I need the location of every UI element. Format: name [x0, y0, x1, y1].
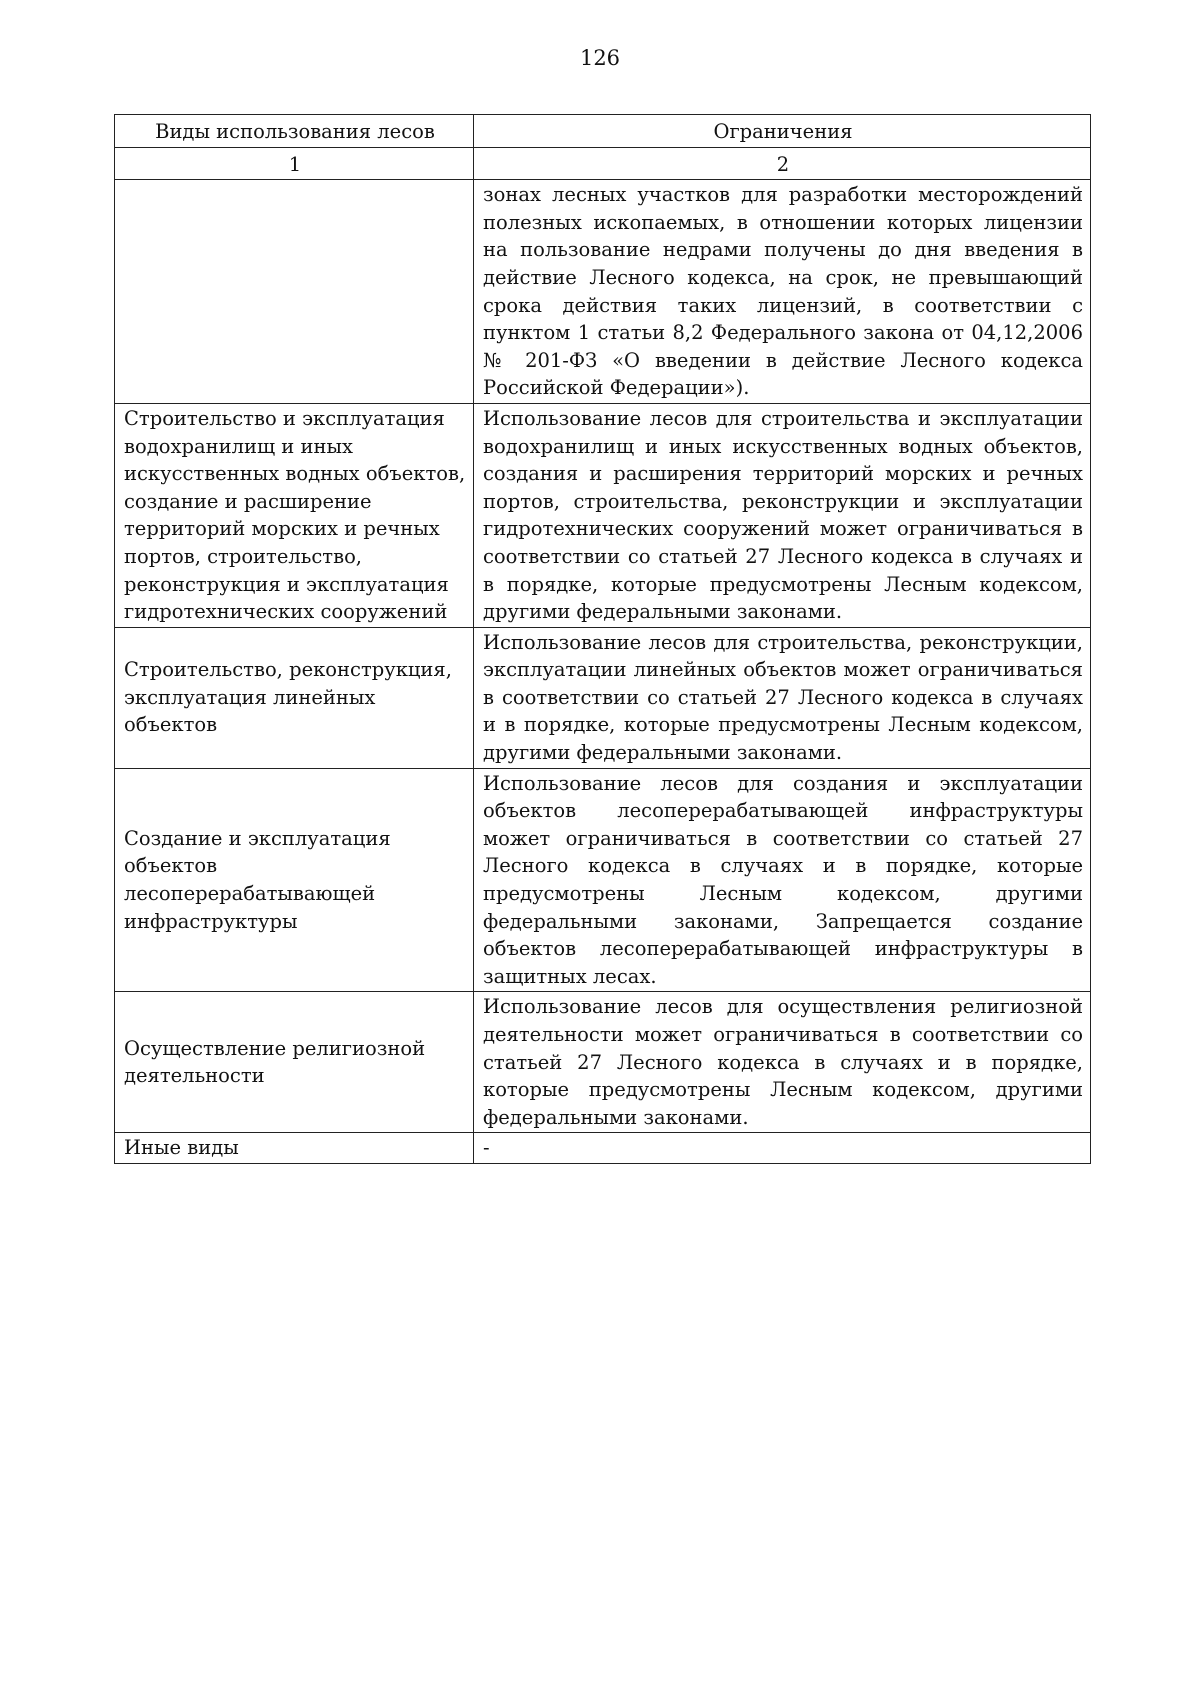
- page-number: 126: [579, 46, 621, 70]
- row-use-cell: Строительство, реконструкция, эксплуатация линейных объектов: [115, 627, 474, 768]
- column-number-1: 1: [115, 147, 474, 180]
- row-restriction-cell: Использование лесов для строительства, реконструкции, эксплуатации линейных объектов может ограничиваться в соответствии со статьей 27 Лесного кодекса в случаях и в порядке, которые предусмотрены Лесным кодексом, другими федеральными законами.: [474, 627, 1091, 768]
- row-use-cell: Осуществление религиозной деятельности: [115, 992, 474, 1133]
- row-use-cell: Создание и эксплуатация объектов лесоперерабатывающей инфраструктуры: [115, 768, 474, 992]
- row-use-cell: [115, 180, 474, 404]
- column-number-2: 2: [474, 147, 1091, 180]
- restrictions-table: [114, 114, 1091, 1164]
- row-restriction-cell: Использование лесов для создания и эксплуатации объектов лесоперерабатывающей инфраструктуры может ограничиваться в соответствии со статьей 27 Лесного кодекса в случаях и в порядке, которые предусмотрены Лесным кодексом, другими федеральными законами, Запрещается создание объектов лесоперерабатывающей инфраструктуры в защитных лесах.: [474, 768, 1091, 992]
- table-row: [115, 403, 1091, 627]
- column-number-row: [115, 147, 1091, 180]
- row-restriction-cell: зонах лесных участков для разработки месторождений полезных ископаемых, в отношении которых лицензии на пользование недрами получены до дня введения в действие Лесного кодекса, на срок, не превышающий срока действия таких лицензий, в соответствии с пунктом 1 статьи 8,2 Федерального закона от 04,12,2006 № 201-ФЗ «О введении в действие Лесного кодекса Российской Федерации»).: [474, 180, 1091, 404]
- table-row: [115, 992, 1091, 1133]
- header-restrictions: Ограничения: [474, 115, 1091, 148]
- table-row: [115, 1133, 1091, 1164]
- table-row: [115, 768, 1091, 992]
- row-use-cell: Строительство и эксплуатация водохранилищ и иных искусственных водных объектов, создание и расширение территорий морских и речных портов, строительство, реконструкция и эксплуатация гидротехнических сооружений: [115, 403, 474, 627]
- table-row: [115, 627, 1091, 768]
- row-restriction-cell: Использование лесов для осуществления религиозной деятельности может ограничиваться в соответствии со статьей 27 Лесного кодекса в случаях и в порядке, которые предусмотрены Лесным кодексом, другими федеральными законами.: [474, 992, 1091, 1133]
- row-restriction-cell: Использование лесов для строительства и эксплуатации водохранилищ и иных искусственных водных объектов, создания и расширения территорий морских и речных портов, строительства, реконструкции и эксплуатации гидротехнических сооружений может ограничиваться в соответствии со статьей 27 Лесного кодекса в случаях и в порядке, которые предусмотрены Лесным кодексом, другими федеральными законами.: [474, 403, 1091, 627]
- table-row: [115, 180, 1091, 404]
- row-restriction-cell: -: [474, 1133, 1091, 1164]
- header-forest-use-types: Виды использования лесов: [115, 115, 474, 148]
- table-header-row: [115, 115, 1091, 148]
- row-use-cell: Иные виды: [115, 1133, 474, 1164]
